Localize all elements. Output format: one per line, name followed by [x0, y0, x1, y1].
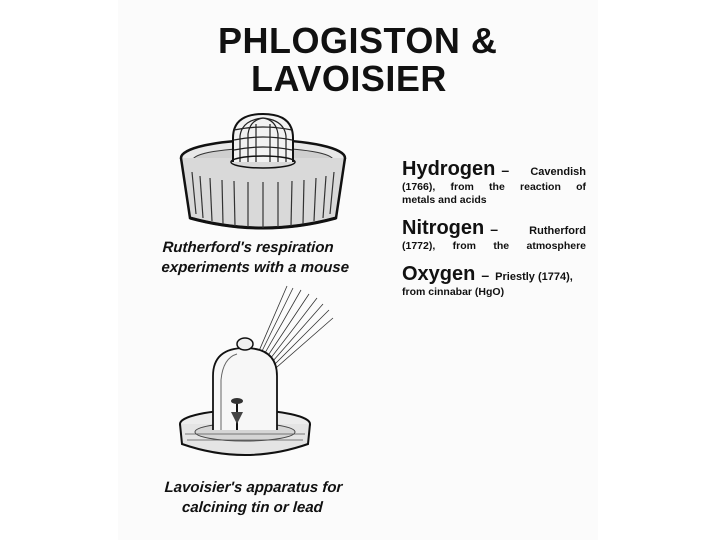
title-line-1: PHLOGISTON &: [218, 20, 498, 61]
discovery-facts: [402, 158, 586, 309]
fact-heading: [402, 158, 586, 181]
bottom-figure-caption: [163, 478, 343, 518]
dash: –: [481, 267, 490, 283]
discoverer-name: Cavendish: [530, 166, 586, 178]
bottom-caption-line-1: Lavoisier's apparatus for: [164, 479, 343, 496]
fact-heading: [402, 263, 586, 286]
fact-hydrogen: [402, 158, 586, 207]
element-name: Hydrogen: [402, 158, 496, 180]
fact-oxygen: [402, 263, 586, 299]
top-caption-line-1: Rutherford's respiration: [162, 239, 335, 256]
page-title: [218, 22, 497, 98]
fact-detail: [402, 181, 586, 207]
top-caption-line-2: experiments with a mouse: [161, 259, 350, 276]
dash: –: [501, 162, 510, 178]
dash: –: [490, 221, 499, 237]
bell-jar-mouse-icon: [178, 110, 348, 235]
bottom-caption-line-2: calcining tin or lead: [181, 499, 324, 516]
top-figure-caption: [161, 238, 351, 278]
detail-line-1: from cinnabar (HgO): [402, 286, 505, 298]
fact-detail: [402, 286, 586, 299]
detail-line-2: metals and acids: [402, 194, 487, 206]
discoverer-name: Rutherford: [529, 225, 586, 237]
detail-line-1: (1766), from the reaction of: [402, 181, 586, 193]
detail-line-1: (1772), from the atmosphere: [402, 240, 586, 252]
element-name: Nitrogen: [402, 217, 485, 239]
discoverer-name: Priestly (1774),: [495, 271, 573, 283]
fact-heading: [402, 217, 586, 240]
title-line-2: LAVOISIER: [251, 58, 447, 99]
element-name: Oxygen: [402, 263, 476, 285]
fact-detail: [402, 240, 586, 253]
lavoisier-apparatus-icon: [175, 284, 385, 474]
fact-nitrogen: [402, 217, 586, 253]
